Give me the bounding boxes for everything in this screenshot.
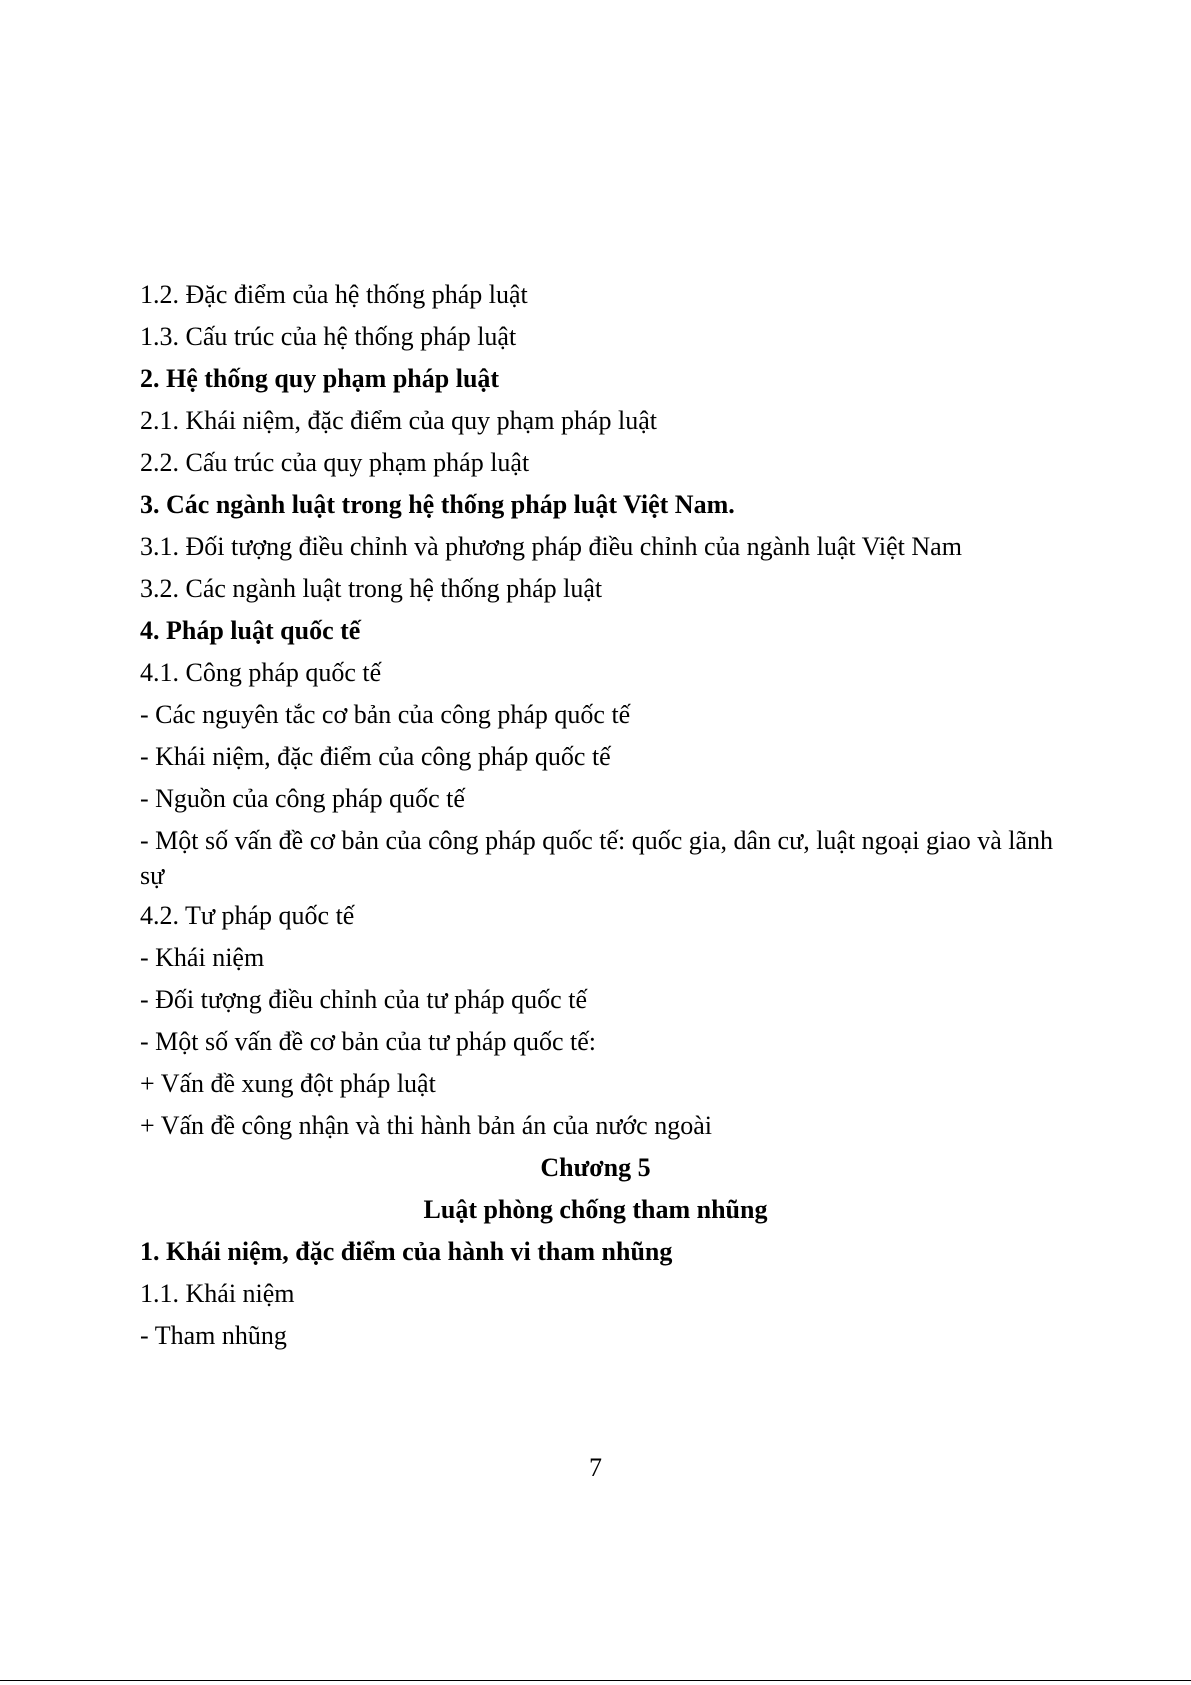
list-item: + Vấn đề xung đột pháp luật <box>140 1069 436 1098</box>
subsection-1-1: 1.1. Khái niệm <box>140 1279 295 1308</box>
page-number: 7 <box>589 1453 602 1482</box>
subsection-2-2: 2.2. Cấu trúc của quy phạm pháp luật <box>140 448 530 477</box>
list-item: - Khái niệm, đặc điểm của công pháp quốc tế <box>140 742 611 771</box>
chapter-title: Luật phòng chống tham nhũng <box>423 1195 768 1224</box>
subsection-1-3: 1.3. Cấu trúc của hệ thống pháp luật <box>140 322 517 351</box>
section-1-heading: 1. Khái niệm, đặc điểm của hành vi tham nhũng <box>140 1237 673 1266</box>
subsection-3-2: 3.2. Các ngành luật trong hệ thống pháp luật <box>140 574 603 603</box>
subsection-2-1: 2.1. Khái niệm, đặc điểm của quy phạm pháp luật <box>140 406 657 435</box>
list-item: + Vấn đề công nhận và thi hành bản án của nước ngoài <box>140 1111 712 1140</box>
list-item: - Nguồn của công pháp quốc tế <box>140 784 465 813</box>
section-4-heading: 4. Pháp luật quốc tế <box>140 616 361 645</box>
list-item: - Đối tượng điều chỉnh của tư pháp quốc tế <box>140 985 587 1014</box>
page-edge-rule <box>0 1680 1191 1681</box>
list-item: - Khái niệm <box>140 943 265 972</box>
section-3-heading: 3. Các ngành luật trong hệ thống pháp luật Việt Nam. <box>140 490 735 519</box>
subsection-3-1: 3.1. Đối tượng điều chỉnh và phương pháp điều chỉnh của ngành luật Việt Nam <box>140 532 962 561</box>
list-item: - Một số vấn đề cơ bản của tư pháp quốc tế: <box>140 1027 596 1056</box>
list-item: - Một số vấn đề cơ bản của công pháp quốc tế: quốc gia, dân cư, luật ngoại giao và lãnh sự <box>140 826 1054 890</box>
section-2-heading: 2. Hệ thống quy phạm pháp luật <box>140 364 500 393</box>
subsection-1-2: 1.2. Đặc điểm của hệ thống pháp luật <box>140 280 528 309</box>
subsection-4-1: 4.1. Công pháp quốc tế <box>140 658 382 687</box>
chapter-label: Chương 5 <box>540 1153 651 1182</box>
list-item: - Tham nhũng <box>140 1321 287 1350</box>
list-item: - Các nguyên tắc cơ bản của công pháp quốc tế <box>140 700 631 729</box>
subsection-4-2: 4.2. Tư pháp quốc tế <box>140 901 355 930</box>
